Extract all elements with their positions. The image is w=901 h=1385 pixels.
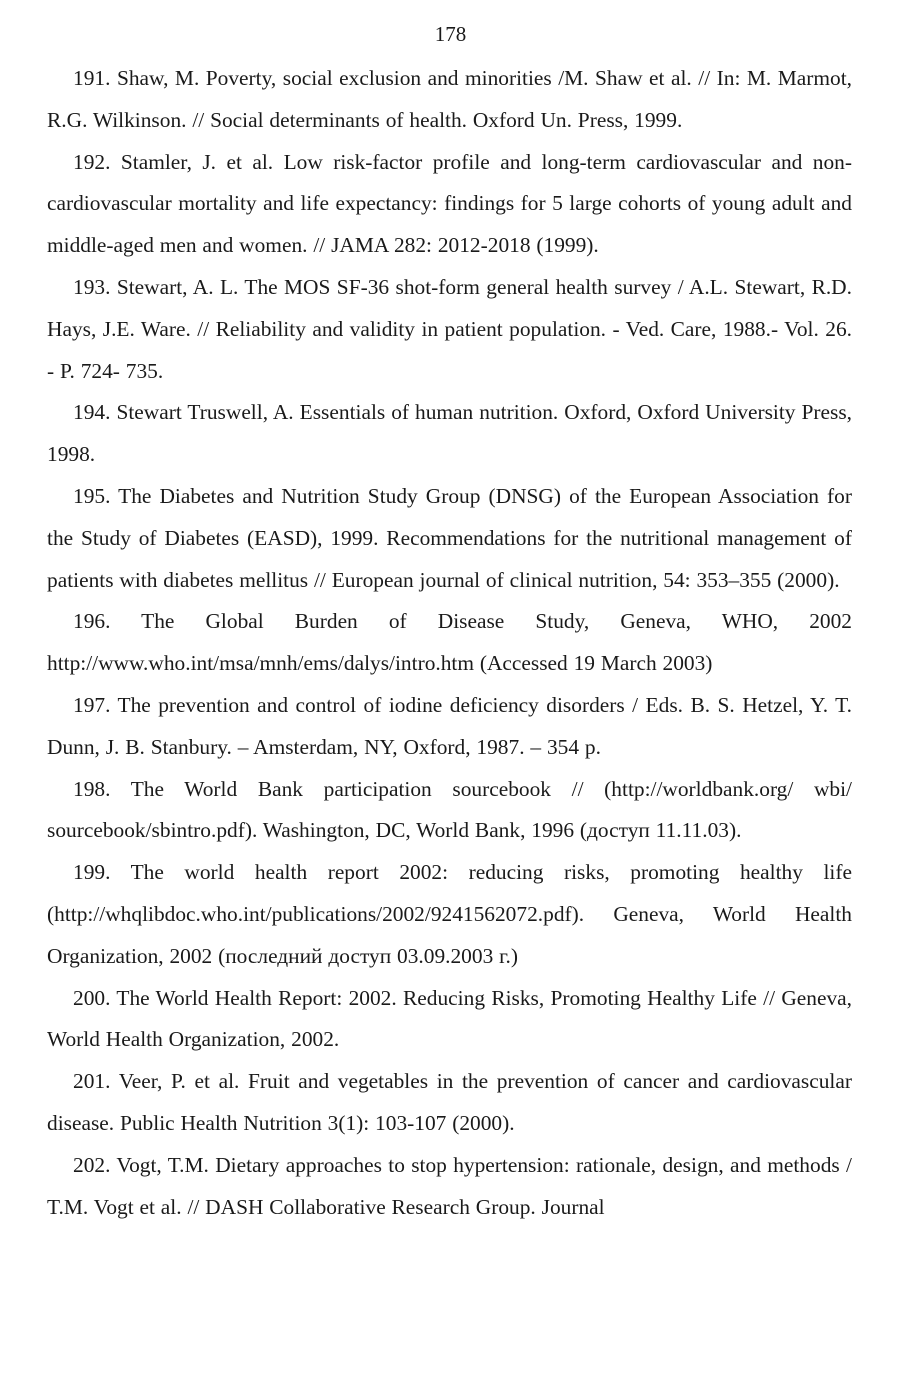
reference-number: 196. (73, 609, 111, 634)
reference-item (47, 685, 852, 769)
reference-number: 191. (73, 66, 111, 90)
reference-number: 199. (73, 860, 111, 885)
reference-text: Stamler, J. et al. Low risk-factor profile and long-term cardiovascular and non-cardiovascular mortality and life expectancy: findings for 5 large cohorts of young adult and middle-aged men and women. // JAMA 282: 2012-2018 (1999). (47, 149, 852, 258)
reference-item (47, 601, 852, 685)
reference-number: 195. (73, 483, 111, 508)
reference-item (47, 58, 852, 142)
reference-text: The prevention and control of iodine deficiency disorders / Eds. B. S. Hetzel, Y. T. Dunn, J. B. Stanbury. – Amsterdam, NY, Oxford, 1987. – 354 p. (47, 692, 852, 759)
reference-item (47, 142, 852, 267)
reference-text: The Global Burden of Disease Study, Geneva, WHO, 2002 http://www.who.int/msa/mnh/ems/dalys/intro.htm (Accessed 19 March 2003) (47, 609, 852, 676)
reference-text: Shaw, M. Poverty, social exclusion and minorities /M. Shaw et al. // In: M. Marmot, R.G. Wilkinson. // Social determinants of health. Oxford Un. Press, 1999. (47, 66, 852, 132)
page-number: 178 (434, 22, 467, 46)
reference-text: Veer, P. et al. Fruit and vegetables in the prevention of cancer and cardiovascular disease. Public Health Nutrition 3(1): 103-107 (2000). (47, 1069, 852, 1135)
reference-number: 194. (73, 400, 111, 425)
reference-item (47, 1061, 852, 1145)
reference-number: 201. (73, 1069, 111, 1094)
reference-list (47, 58, 852, 1228)
reference-text: The world health report 2002: reducing risks, promoting healthy life (http://whqlibdoc.who.int/publications/2002/9241562072.pdf). Geneva, World Health Organization, 2002 (последний доступ 03.09.2003 г.) (47, 860, 852, 968)
reference-text: The World Health Report: 2002. Reducing Risks, Promoting Healthy Life // Geneva, World Health Organization, 2002. (47, 985, 852, 1052)
reference-item (47, 769, 852, 853)
reference-number: 202. (73, 1152, 111, 1177)
reference-number: 193. (73, 274, 111, 299)
reference-number: 192. (73, 149, 111, 174)
reference-text: Vogt, T.M. Dietary approaches to stop hypertension: rationale, design, and methods / T.M. Vogt et al. // DASH Collaborative Research Group. Journal (47, 1152, 852, 1219)
reference-number: 197. (73, 692, 111, 717)
reference-text: The World Bank participation sourcebook // (http://worldbank.org/ wbi/ sourcebook/sbintro.pdf). Washington, DC, World Bank, 1996 (доступ 11.11.03). (47, 776, 852, 843)
reference-number: 198. (73, 776, 111, 801)
reference-text: Stewart Truswell, A. Essentials of human nutrition. Oxford, Oxford University Press, 1998. (47, 400, 853, 467)
reference-item (47, 267, 852, 392)
reference-text: Stewart, A. L. The MOS SF-36 shot-form general health survey / A.L. Stewart, R.D. Hays, J.E. Ware. // Reliability and validity in patient population. - Ved. Care, 1988.- Vol. 26. - P. 724- 735. (47, 274, 852, 383)
reference-item (47, 852, 852, 977)
reference-number: 200. (73, 985, 111, 1010)
reference-item (47, 978, 852, 1062)
reference-item (47, 392, 852, 476)
reference-item (47, 476, 852, 601)
reference-text: The Diabetes and Nutrition Study Group (DNSG) of the European Association for the Study of Diabetes (EASD), 1999. Recommendations for the nutritional management of patients with diabetes mellitus // European journal of clinical nutrition, 54: 353–355 (2000). (47, 483, 852, 592)
reference-item (47, 1145, 852, 1229)
